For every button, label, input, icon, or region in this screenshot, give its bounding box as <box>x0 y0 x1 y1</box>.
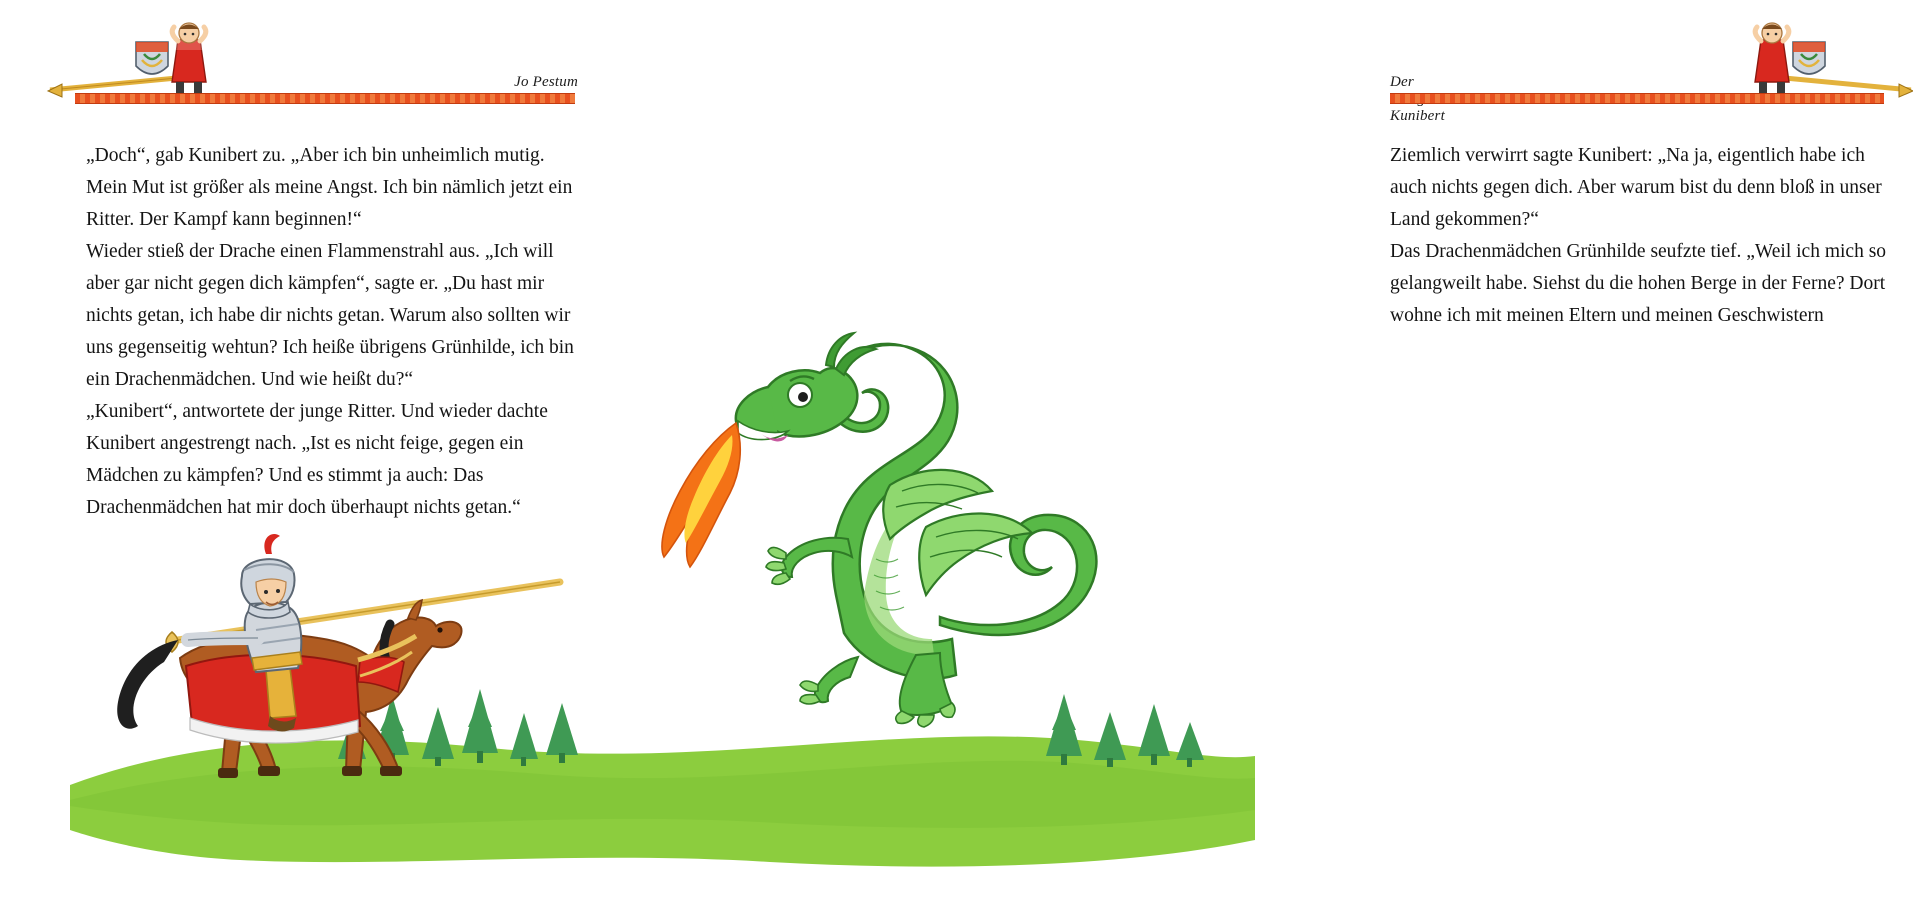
running-head-left: Jo Pestum <box>514 74 578 90</box>
paragraph: Das Drachenmädchen Grünhilde seufzte tief. „Weil ich mich so gelangweilt habe. Siehst du die hohen Berge in der Ferne? Dort wohne ich mit meinen Eltern und meinen Geschwistern <box>1390 241 1887 326</box>
paragraph: „Doch“, gab Kunibert zu. „Aber ich bin unheimlich mutig. Mein Mut ist größer als meine Angst. Ich bin nämlich jetzt ein Ritter. Der Kampf kann beginnen!“ <box>86 145 573 230</box>
running-head-right: Der Kunibert <box>1390 74 1445 124</box>
right-page-text <box>1390 140 1890 332</box>
paragraph: „Kunibert“, antwortete der junge Ritter. Und wieder dachte Kunibert angestrengt nach. „Ist es nicht feige, gegen ein Mädchen zu kämpfen? Und es stimmt ja auch: Das Drachenmädchen hat mir doch überhaupt nichts getan.“ <box>86 401 548 518</box>
knight-ornament-icon <box>1713 18 1913 98</box>
meadow-illustration <box>70 690 1255 875</box>
header-rule-left <box>75 93 575 104</box>
paragraph: Wieder stieß der Drache einen Flammenstrahl aus. „Ich will aber gar nicht gegen dich kämpfen“, sagte er. „Du hast mir nichts getan, ich habe dir nichts getan. Warum also sollten wir uns gegenseitig wehtun? Ich heiße übrigens Grünhilde, ich bin ein Drachenmädchen. Und wie heißt du?“ <box>86 241 574 390</box>
knight-ornament-icon <box>48 18 248 98</box>
left-page-text <box>86 140 586 524</box>
header-rule-right <box>1390 93 1884 104</box>
paragraph: Ziemlich verwirrt sagte Kunibert: „Na ja, eigentlich habe ich auch nichts gegen dich. Aber warum bist du denn bloß in unser Land gekommen?“ <box>1390 145 1882 230</box>
